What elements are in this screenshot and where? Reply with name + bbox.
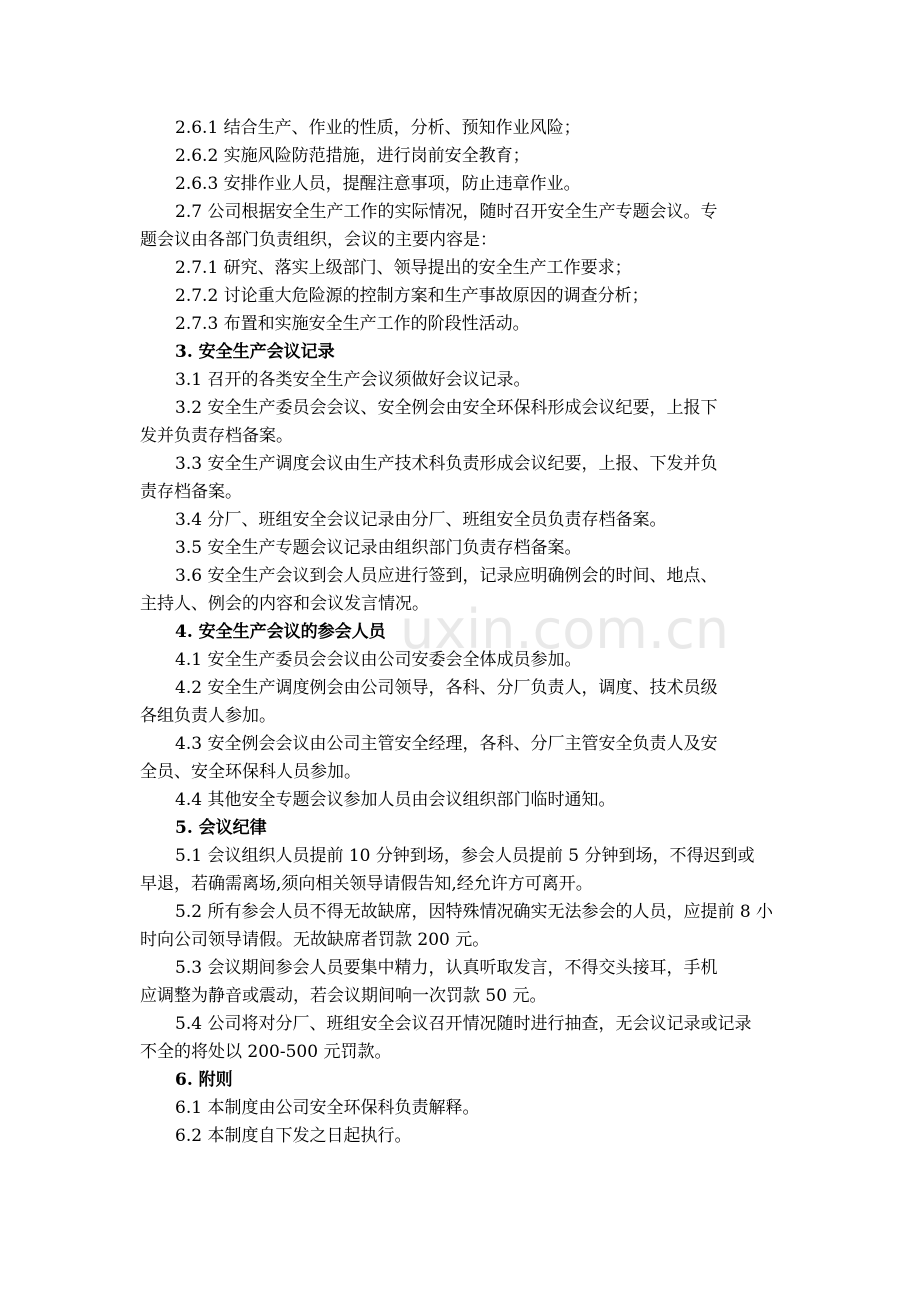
clause-2-7: 2.7 公司根据安全生产工作的实际情况，随时召开安全生产专题会议。专 <box>175 202 718 222</box>
clause-2-7-continued: 题会议由各部门负责组织，会议的主要内容是： <box>140 230 497 250</box>
clause-2-7-2: 2.7.2 讨论重大危险源的控制方案和生产事故原因的调查分析； <box>175 286 649 306</box>
clause-2-7-3: 2.7.3 布置和实施安全生产工作的阶段性活动。 <box>175 314 530 334</box>
clause-3-3-continued: 责存档备案。 <box>140 482 242 502</box>
clause-3-5: 3.5 安全生产专题会议记录由组织部门负责存档备案。 <box>175 538 582 558</box>
clause-5-3-continued: 应调整为静音或震动，若会议期间响一次罚款 50 元。 <box>140 986 547 1006</box>
clause-2-6-3: 2.6.3 安排作业人员，提醒注意事项，防止违章作业。 <box>175 174 581 194</box>
clause-3-6: 3.6 安全生产会议到会人员应进行签到，记录应明确例会的时间、地点、 <box>175 566 718 586</box>
watermark: uxin.com.cn <box>400 598 729 661</box>
clause-4-2-continued: 各组负责人参加。 <box>140 706 276 726</box>
clause-5-1: 5.1 会议组织人员提前 10 分钟到场，参会人员提前 5 分钟到场，不得迟到或 <box>175 846 755 866</box>
section-heading-6: 6. 附则 <box>175 1070 233 1090</box>
clause-4-3-continued: 全员、安全环保科人员参加。 <box>140 762 361 782</box>
section-heading-3: 3. 安全生产会议记录 <box>175 342 335 362</box>
section-heading-5: 5. 会议纪律 <box>175 818 267 838</box>
clause-5-4: 5.4 公司将对分厂、班组安全会议召开情况随时进行抽查，无会议记录或记录 <box>175 1014 752 1034</box>
clause-3-6-continued: 主持人、例会的内容和会议发言情况。 <box>140 594 429 614</box>
clause-4-1: 4.1 安全生产委员会会议由公司安委会全体成员参加。 <box>175 650 582 670</box>
clause-3-2-continued: 发并负责存档备案。 <box>140 426 293 446</box>
clause-5-2-continued: 时向公司领导请假。无故缺席者罚款 200 元。 <box>140 930 490 950</box>
clause-6-2: 6.2 本制度自下发之日起执行。 <box>175 1126 412 1146</box>
clause-2-7-1: 2.7.1 研究、落实上级部门、领导提出的安全生产工作要求； <box>175 258 632 278</box>
clause-2-6-2: 2.6.2 实施风险防范措施，进行岗前安全教育； <box>175 146 530 166</box>
clause-3-2: 3.2 安全生产委员会会议、安全例会由安全环保科形成会议纪要，上报下 <box>175 398 718 418</box>
clause-3-4: 3.4 分厂、班组安全会议记录由分厂、班组安全员负责存档备案。 <box>175 510 667 530</box>
clause-5-3: 5.3 会议期间参会人员要集中精力，认真听取发言，不得交头接耳，手机 <box>175 958 718 978</box>
clause-4-3: 4.3 安全例会会议由公司主管安全经理，各科、分厂主管安全负责人及安 <box>175 734 718 754</box>
clause-2-6-1: 2.6.1 结合生产、作业的性质，分析、预知作业风险； <box>175 118 581 138</box>
clause-3-1: 3.1 召开的各类安全生产会议须做好会议记录。 <box>175 370 531 390</box>
clause-5-2: 5.2 所有参会人员不得无故缺席，因特殊情况确实无法参会的人员，应提前 8 小 <box>175 902 774 922</box>
clause-3-3: 3.3 安全生产调度会议由生产技术科负责形成会议纪要，上报、下发并负 <box>175 454 718 474</box>
clause-5-1-continued: 早退，若确需离场,须向相关领导请假告知,经允许方可离开。 <box>140 874 593 894</box>
section-heading-4: 4. 安全生产会议的参会人员 <box>175 622 386 642</box>
clause-5-4-continued: 不全的将处以 200-500 元罚款。 <box>140 1042 392 1062</box>
clause-4-4: 4.4 其他安全专题会议参加人员由会议组织部门临时通知。 <box>175 790 616 810</box>
clause-6-1: 6.1 本制度由公司安全环保科负责解释。 <box>175 1098 480 1118</box>
clause-4-2: 4.2 安全生产调度例会由公司领导，各科、分厂负责人，调度、技术员级 <box>175 678 718 698</box>
